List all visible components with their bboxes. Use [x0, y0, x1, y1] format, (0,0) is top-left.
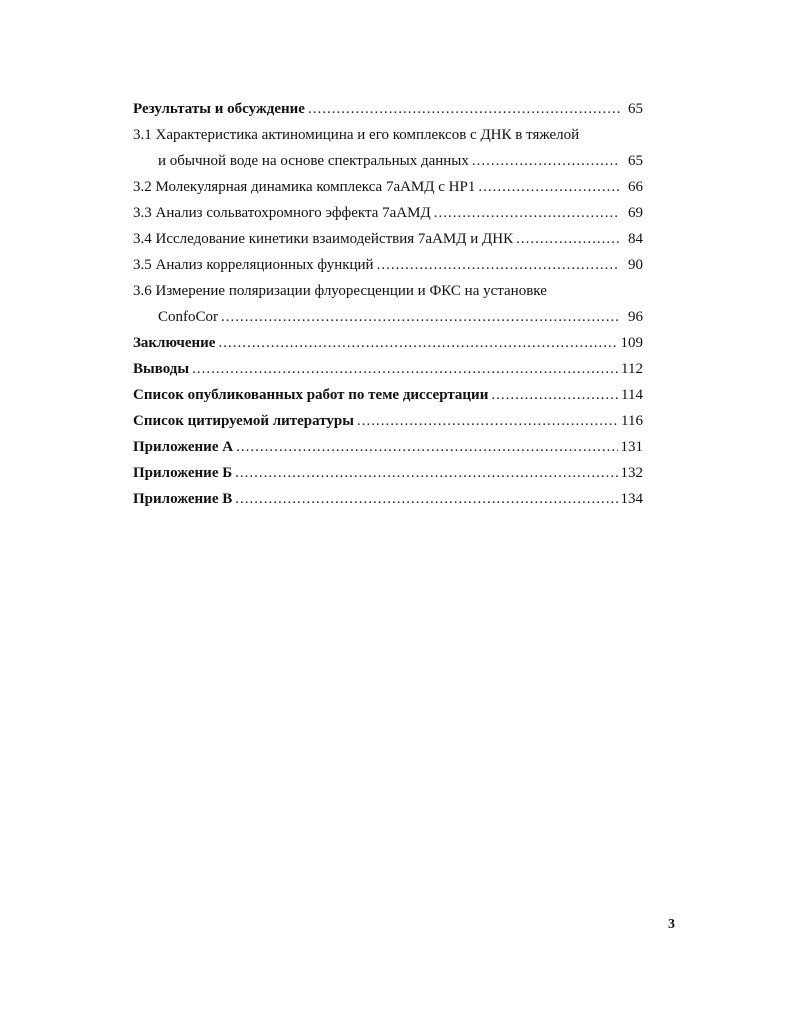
toc-entry-page: 69	[628, 205, 643, 221]
toc-entry-results[interactable]	[133, 96, 643, 122]
toc-leader-dots	[516, 226, 620, 252]
toc-entry-page: 96	[628, 309, 643, 325]
toc-entry-page: 112	[621, 361, 643, 377]
toc-entry-page: 65	[628, 153, 643, 169]
toc-entry-title: Результаты и обсуждение	[133, 101, 305, 117]
toc-entry-3-6[interactable]	[133, 278, 643, 330]
toc-leader-dots	[357, 408, 618, 434]
toc-entry-references[interactable]	[133, 408, 643, 434]
toc-entry-page: 114	[621, 387, 643, 403]
toc-leader-dots	[491, 382, 618, 408]
toc-entry-title: 3.5 Анализ корреляционных функций	[133, 257, 374, 273]
toc-leader-dots	[192, 356, 618, 382]
toc-entry-3-2[interactable]	[133, 174, 643, 200]
toc-leader-dots	[472, 148, 620, 174]
toc-entry-page: 116	[621, 413, 643, 429]
toc-entry-title: Приложение А	[133, 439, 234, 455]
toc-leader-dots	[236, 434, 617, 460]
toc-leader-dots	[235, 460, 617, 486]
toc-entry-page: 134	[620, 491, 643, 507]
toc-entry-title-line2: ConfoCor	[158, 309, 218, 325]
toc-entry-title: Список цитируемой литературы	[133, 413, 354, 429]
toc-entry-appendix-a[interactable]	[133, 434, 643, 460]
toc-entry-3-5[interactable]	[133, 252, 643, 278]
page-number: 3	[668, 917, 675, 932]
toc-leader-dots	[218, 330, 617, 356]
toc-entry-page: 66	[628, 179, 643, 195]
toc-entry-title: 3.3 Анализ сольватохромного эффекта 7аАМД	[133, 205, 431, 221]
toc-entry-title: 3.4 Исследование кинетики взаимодействия 7аАМД и ДНК	[133, 231, 514, 247]
toc-entry-page: 109	[620, 335, 643, 351]
toc-entry-publications[interactable]	[133, 382, 643, 408]
toc-entry-title-line1: 3.1 Характеристика актиномицина и его комплексов с ДНК в тяжелой	[133, 127, 580, 143]
toc-leader-dots	[478, 174, 620, 200]
toc-entry-appendix-v[interactable]	[133, 486, 643, 512]
toc-entry-appendix-b[interactable]	[133, 460, 643, 486]
toc-entry-page: 132	[620, 465, 643, 481]
toc-entry-findings[interactable]	[133, 356, 643, 382]
toc-entry-title-line2: и обычной воде на основе спектральных данных	[158, 153, 469, 169]
toc-entry-title: Выводы	[133, 361, 190, 377]
toc-leader-dots	[221, 304, 620, 330]
toc-entry-title-line1: 3.6 Измерение поляризации флуоресценции и ФКС на установке	[133, 283, 547, 299]
toc-entry-title: Приложение В	[133, 491, 233, 507]
toc-entry-page: 65	[628, 101, 643, 117]
toc-entry-page: 90	[628, 257, 643, 273]
toc-leader-dots	[308, 96, 620, 122]
toc-entry-title: 3.2 Молекулярная динамика комплекса 7аАМД с HP1	[133, 179, 476, 195]
toc-entry-title: Заключение	[133, 335, 216, 351]
toc-entry-page: 84	[628, 231, 643, 247]
toc-entry-3-4[interactable]	[133, 226, 643, 252]
toc-entry-title: Список опубликованных работ по теме диссертации	[133, 387, 489, 403]
toc-leader-dots	[377, 252, 620, 278]
toc-entry-conclusion[interactable]	[133, 330, 643, 356]
table-of-contents	[133, 96, 643, 512]
toc-entry-title: Приложение Б	[133, 465, 233, 481]
toc-leader-dots	[235, 486, 617, 512]
toc-leader-dots	[434, 200, 620, 226]
toc-entry-3-3[interactable]	[133, 200, 643, 226]
toc-entry-page: 131	[620, 439, 643, 455]
toc-entry-3-1[interactable]	[133, 122, 643, 174]
